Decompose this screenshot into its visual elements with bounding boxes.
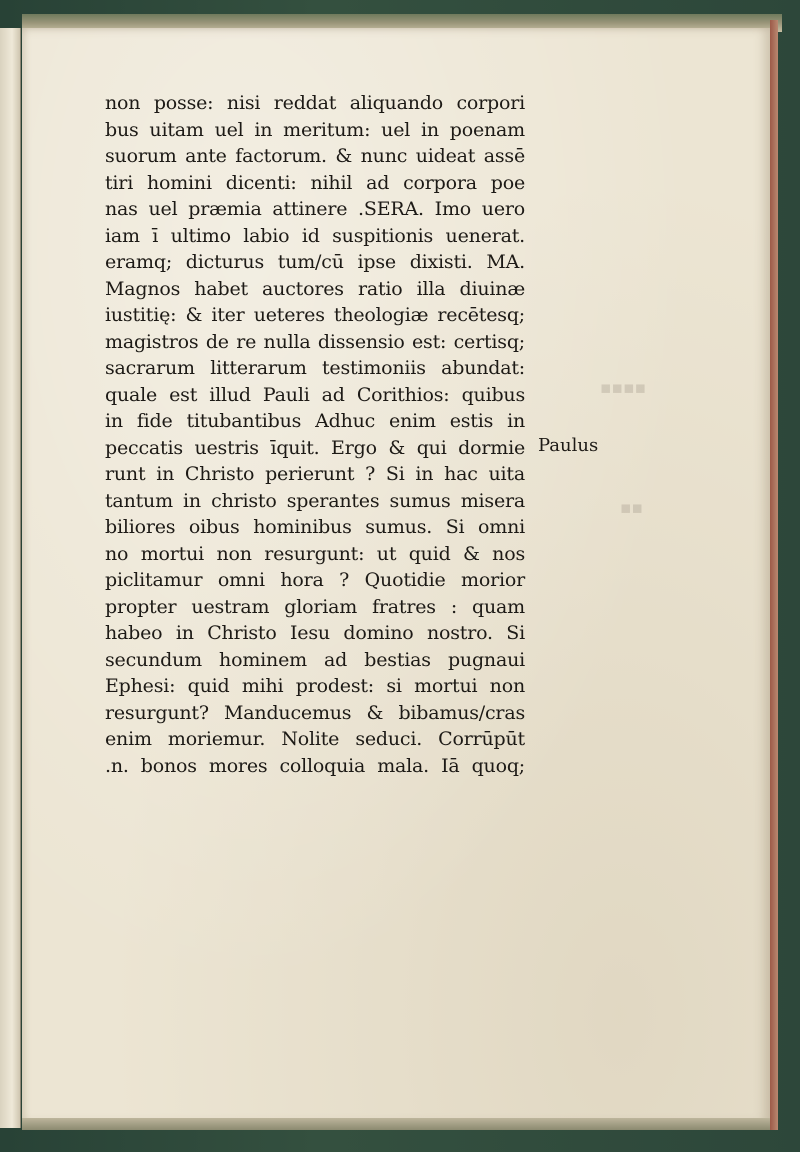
text-line: sacrarum litterarum testimoniis abundat: [105,357,525,379]
text-line: piclitamur omni hora ? Quotidie morior [105,569,525,591]
text-line: biliores oibus hominibus sumus. Si omni [105,516,525,538]
text-line: magistros de re nulla dissensio est: certisq; [105,330,525,353]
text-line: nas uel præmia attinere .SERA. Imo uero [105,198,525,220]
text-line: bus uitam uel in meritum: uel in poenam [105,118,525,141]
text-line: tantum in christo sperantes sumus misera [105,489,525,512]
text-line: .n. bonos mores colloquia mala. Iā quoq; [105,754,525,777]
text-line: Ephesi: quid mihi prodest: si mortui non [105,675,525,697]
text-line: enim moriemur. Nolite seduci. Corrūpūt [105,728,525,750]
text-line: eramq; dicturus tum/cū ipse dixisti. MA. [105,251,525,273]
text-line: habeo in Christo Iesu domino nostro. Si [105,622,525,644]
text-line: suorum ante factorum. & nunc uideat assē [105,145,525,167]
bleed-through-mark: ▪▪ [620,498,644,518]
text-line: quale est illud Pauli ad Corithios: quibus [105,383,525,406]
text-line: Magnos habet auctores ratio illa diuinæ [105,277,525,300]
text-line: tiri homini dicenti: nihil ad corpora poe [105,171,525,194]
text-line: iam ī ultimo labio id suspitionis uenerat. [105,224,525,247]
text-line: resurgunt? Manducemus & bibamus/cras [105,701,525,724]
text-line: non posse: nisi reddat aliquando corpori [105,92,525,114]
previous-page-edge [0,28,21,1128]
text-line: propter uestram gloriam fratres : quam [105,595,525,618]
binding-edge [770,20,778,1130]
page-bottom-edge [22,1118,770,1130]
text-line: iustitię: & iter ueteres theologiæ recētesq; [105,304,525,326]
marginal-note: Paulus [538,435,599,456]
text-line: in fide titubantibus Adhuc enim estis in [105,410,525,432]
text-line: no mortui non resurgunt: ut quid & nos [105,542,525,565]
text-line: secundum hominem ad bestias pugnaui [105,648,525,671]
main-text-column [105,90,525,779]
text-line: peccatis uestris īquit. Ergo & qui dormie [105,436,525,459]
text-line: runt in Christo perierunt ? Si in hac uita [105,463,525,485]
bleed-through-mark: ▪▪▪▪ [600,378,647,398]
